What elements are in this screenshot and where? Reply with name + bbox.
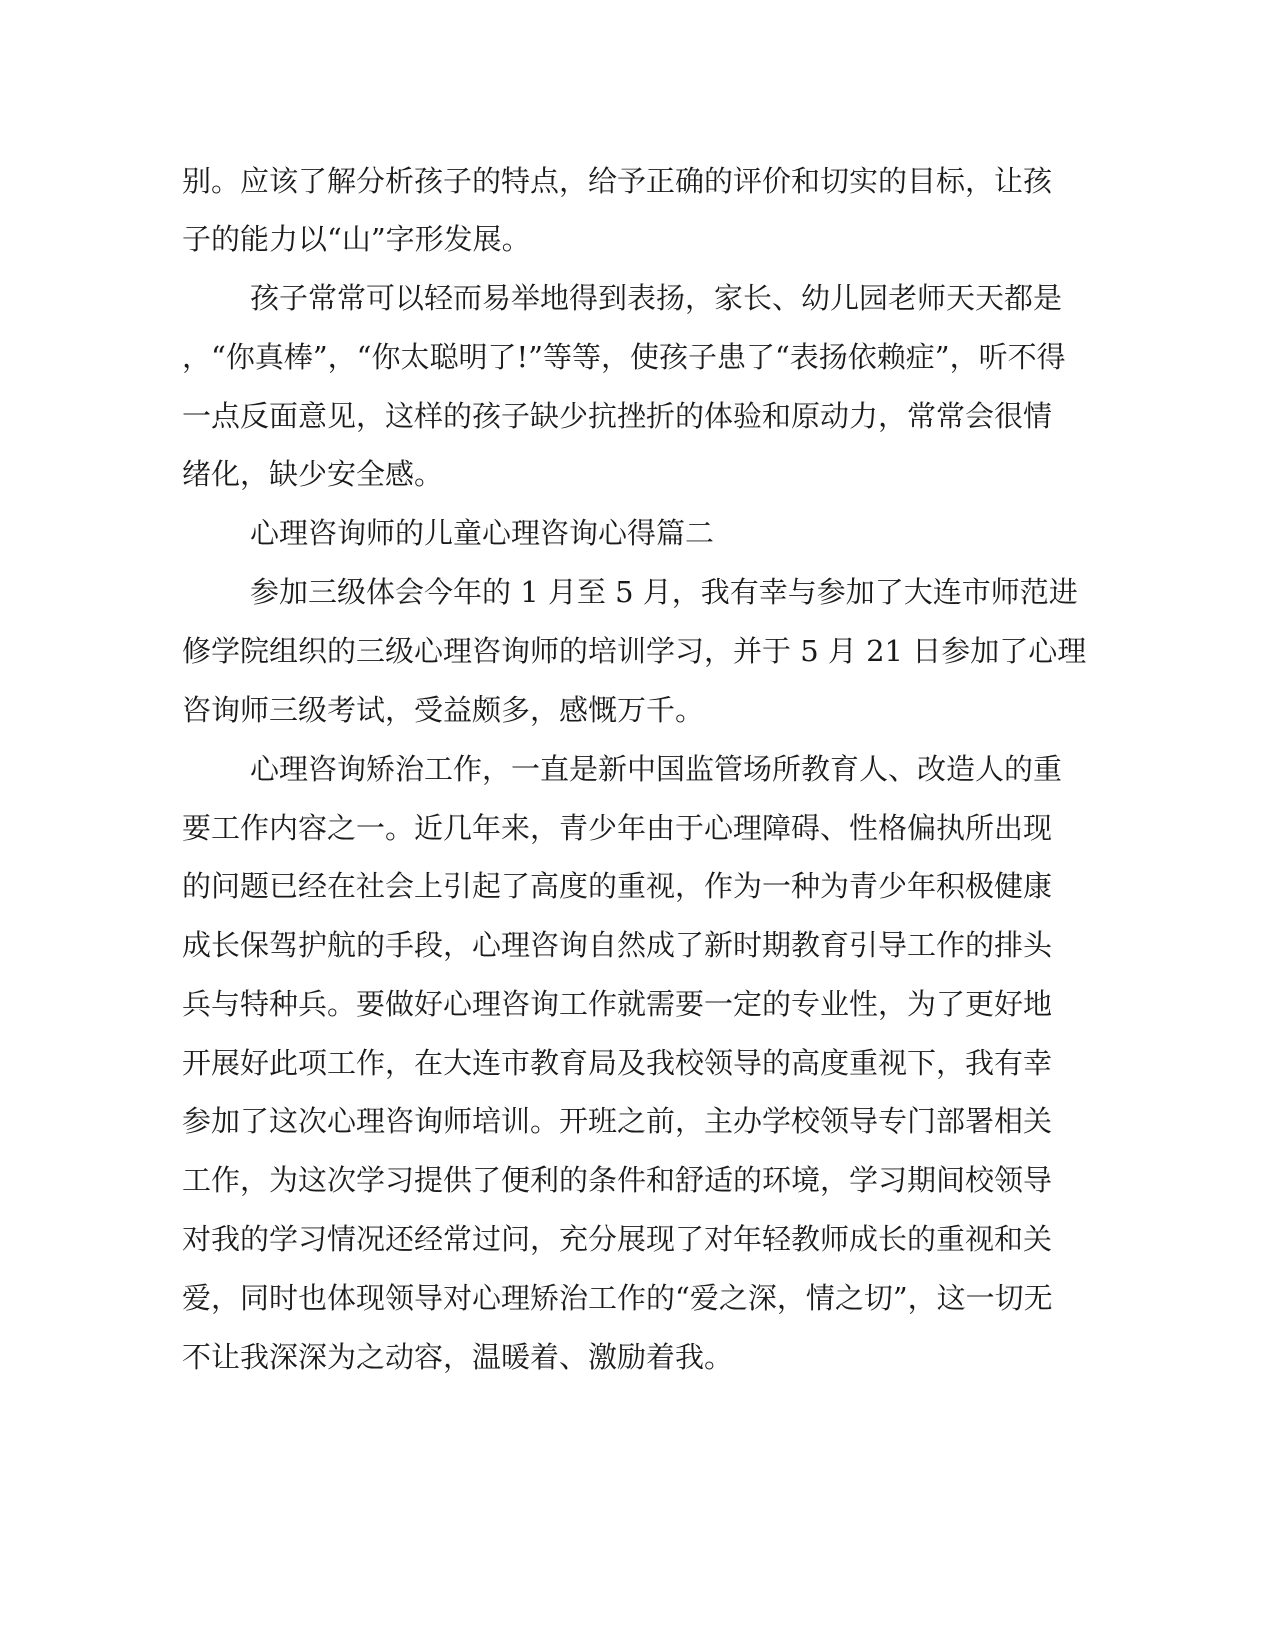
paragraph-line: 对我的学习情况还经常过问，充分展现了对年轻教师成长的重视和关 bbox=[182, 1222, 1053, 1256]
paragraph-line: 别。应该了解分析孩子的特点，给予正确的评价和切实的目标，让孩 bbox=[182, 164, 1053, 198]
paragraph-line: 绪化，缺少安全感。 bbox=[182, 457, 444, 491]
paragraph-line: 参加三级体会今年的 1 月至 5 月，我有幸与参加了大连市师范进 bbox=[250, 575, 1078, 609]
paragraph-line: ，“你真棒”，“你太聪明了!”等等，使孩子患了“表扬依赖症”，听不得 bbox=[182, 340, 1066, 374]
paragraph-line: 要工作内容之一。近几年来，青少年由于心理障碍、性格偏执所出现 bbox=[182, 811, 1053, 845]
paragraph-line: 孩子常常可以轻而易举地得到表扬，家长、幼儿园老师天天都是 bbox=[250, 281, 1063, 315]
paragraph-line: 参加了这次心理咨询师培训。开班之前，主办学校领导专门部署相关 bbox=[182, 1104, 1053, 1138]
paragraph-line: 兵与特种兵。要做好心理咨询工作就需要一定的专业性，为了更好地 bbox=[182, 987, 1053, 1021]
paragraph-line: 不让我深深为之动容，温暖着、激励着我。 bbox=[182, 1340, 734, 1374]
paragraph-line: 开展好此项工作，在大连市教育局及我校领导的高度重视下，我有幸 bbox=[182, 1046, 1053, 1080]
paragraph-line: 心理咨询矫治工作，一直是新中国监管场所教育人、改造人的重 bbox=[250, 752, 1063, 786]
paragraph-line: 工作，为这次学习提供了便利的条件和舒适的环境，学习期间校领导 bbox=[182, 1163, 1053, 1197]
paragraph-line: 成长保驾护航的手段，心理咨询自然成了新时期教育引导工作的排头 bbox=[182, 928, 1053, 962]
paragraph-line: 修学院组织的三级心理咨询师的培训学习，并于 5 月 21 日参加了心理 bbox=[182, 634, 1087, 668]
paragraph-line: 的问题已经在社会上引起了高度的重视，作为一种为青少年积极健康 bbox=[182, 869, 1053, 903]
paragraph-line: 一点反面意见，这样的孩子缺少抗挫折的体验和原动力，常常会很情 bbox=[182, 399, 1053, 433]
paragraph-line: 咨询师三级考试，受益颇多，感慨万千。 bbox=[182, 693, 705, 727]
paragraph-line: 爱，同时也体现领导对心理矫治工作的“爱之深，情之切”，这一切无 bbox=[182, 1281, 1053, 1315]
section-heading: 心理咨询师的儿童心理咨询心得篇二 bbox=[250, 516, 715, 550]
paragraph-line: 子的能力以“山”字形发展。 bbox=[182, 222, 531, 256]
